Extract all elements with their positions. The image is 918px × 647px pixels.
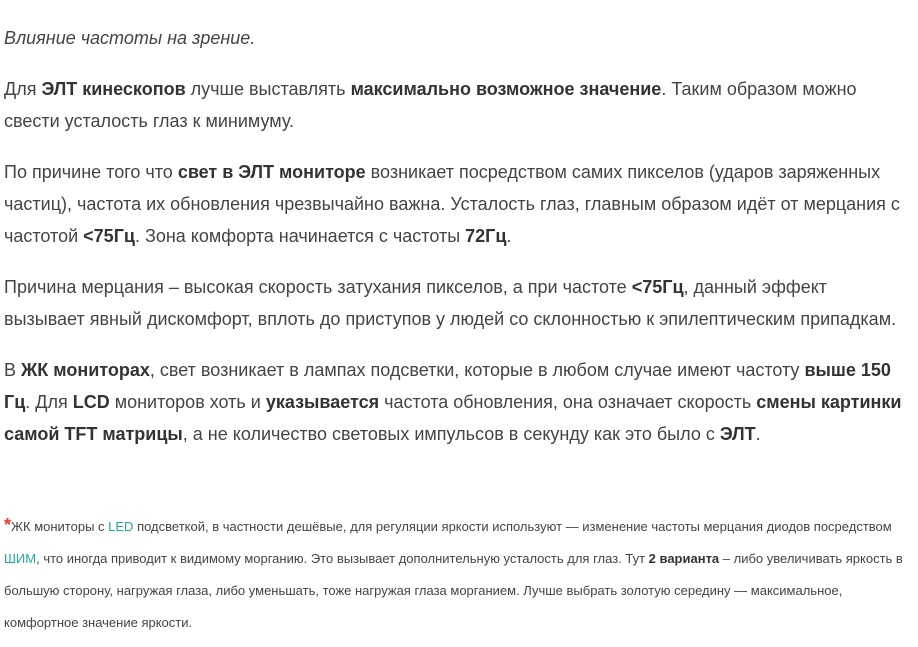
paragraph-crt-recommendation bbox=[4, 73, 910, 137]
text-run: . Для bbox=[25, 392, 73, 412]
text-run: – либо увеличивать яркость в большую сторону, нагружая глаза, либо уменьшать, тоже нагружая глаза морганием. Лучше выбрать золотую середину — максимальное, комфортное значение яркости. bbox=[4, 551, 903, 630]
text-run: , что иногда приводит к видимому морганию. Это вызывает дополнительную усталость для глаз. Тут bbox=[36, 551, 649, 566]
bold-max-value: максимально возможное значение bbox=[350, 79, 662, 99]
bold-72hz: 72Гц bbox=[465, 226, 507, 246]
text-run: подсветкой, в частности дешёвые, для регуляции яркости используют — изменение частоты мерцания диодов посредством bbox=[133, 519, 892, 534]
bold-75hz: <75Гц bbox=[631, 277, 684, 297]
text-run: Для bbox=[4, 79, 42, 99]
bold-crt-light: свет в ЭЛТ мониторе bbox=[177, 162, 366, 182]
text-run: , свет возникает в лампах подсветки, которые в любом случае имеют частоту bbox=[149, 360, 805, 380]
asterisk-icon: * bbox=[4, 515, 12, 535]
text-run: возникает посредством самих пикселов (ударов заряженных частиц), частота их обновления чрезвычайно важна. Усталость глаз, главным образом идёт от мерцания с частотой bbox=[4, 162, 900, 246]
text-run: По причине того что bbox=[4, 162, 178, 182]
paragraph-flicker-cause bbox=[4, 271, 910, 335]
text-run: , данный эффект вызывает явный дискомфорт, вплоть до приступов у людей со склонностью к эпилептическим припадкам. bbox=[4, 277, 897, 329]
text-run: , а не количество световых импульсов в секунду как это было с bbox=[182, 424, 720, 444]
paragraph-crt-light bbox=[4, 156, 910, 252]
led-link[interactable]: LED bbox=[108, 519, 134, 534]
text-run: ЖК мониторы с bbox=[11, 519, 109, 534]
article-body bbox=[4, 22, 910, 469]
bold-lcd-monitors: ЖК мониторах bbox=[21, 360, 150, 380]
text-run: . bbox=[506, 226, 512, 246]
text-run: лучше выставлять bbox=[185, 79, 351, 99]
bold-crt-kinescope: ЭЛТ кинескопов bbox=[41, 79, 186, 99]
bold-above-150hz: выше 150 Гц bbox=[4, 360, 891, 412]
text-run: . Зона комфорта начинается с частоты bbox=[134, 226, 466, 246]
text-run: . bbox=[755, 424, 761, 444]
text-run: . Таким образом можно свести усталость глаз к минимуму. bbox=[4, 79, 857, 131]
bold-lcd: LCD bbox=[72, 392, 110, 412]
bold-specified: указывается bbox=[265, 392, 380, 412]
text-run: В bbox=[4, 360, 22, 380]
bold-crt: ЭЛТ bbox=[719, 424, 756, 444]
text-run: Причина мерцания – высокая скорость затухания пикселов, а при частоте bbox=[4, 277, 632, 297]
bold-two-options: 2 варианта bbox=[648, 551, 720, 566]
section-heading: Влияние частоты на зрение. bbox=[4, 28, 256, 48]
text-run: мониторов хоть и bbox=[109, 392, 266, 412]
bold-tft-refresh: смены картинки самой TFT матрицы bbox=[4, 392, 902, 444]
text-run: частота обновления, она означает скорость bbox=[379, 392, 757, 412]
paragraph-lcd-monitors bbox=[4, 354, 910, 450]
bold-75hz: <75Гц bbox=[83, 226, 135, 246]
pwm-link[interactable]: ШИМ bbox=[4, 551, 37, 566]
footnote bbox=[4, 509, 910, 639]
